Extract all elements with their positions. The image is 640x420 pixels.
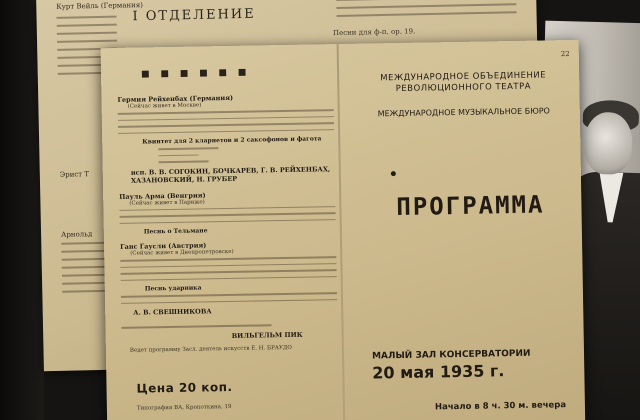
sheet-number-mark: 22 (560, 50, 570, 59)
composer-note: (Сейчас живет в Днепропетровске) (130, 248, 234, 257)
composer-bio-lines (119, 206, 335, 224)
ornament-dashes: ■ ■ ■ ■ ■ ■ (140, 67, 251, 80)
concert-date: 20 мая 1935 г. (372, 361, 505, 383)
start-time: Начало в 8 ч. 30 м. вечера (434, 400, 567, 413)
performers: А. В. СВЕШНИКОВА (133, 307, 212, 317)
photo-face (583, 112, 633, 175)
program-title: ПРОГРАММА (396, 190, 545, 222)
back-composer-mid: Эрист Т (59, 170, 90, 179)
printing-info: Типография ВА, Кропоткина, 19 (136, 403, 232, 412)
back-text-block-right (336, 0, 516, 23)
program-left-column (117, 74, 338, 354)
organization-name: МЕЖДУНАРОДНОЕ ОБЪЕДИНЕНИЕ РЕВОЛЮЦИОННОГО ТЕАТРА (380, 70, 547, 95)
decorative-dot (391, 171, 396, 176)
composer-name: Пауль Арма (Венгрия) (119, 190, 206, 201)
main-program-sheet (101, 40, 586, 420)
concert-venue: МАЛЫЙ ЗАЛ КОНСЕРВАТОРИИ (371, 348, 531, 362)
back-section-heading: I ОТДЕЛЕНИЕ (132, 6, 256, 25)
back-composer-low: Арнольд (61, 230, 93, 239)
composer-name: Ганс Гаусли (Австрия) (120, 241, 207, 251)
performers: исп. В. В. СОГОКИН, БОЧКАРЕВ, Г. В. РЕЙХЕНБАХ, ХАЗАНОВСКИЙ, Н. ГРУБЕР (130, 164, 331, 185)
ticket-price: Цена 20 коп. (136, 379, 233, 396)
movement-lines (158, 145, 334, 163)
back-composer-top: Курт Вейль (Германия) (56, 1, 144, 11)
work-title: Песнь о Тельмане (143, 227, 208, 236)
composer-bio-lines (120, 256, 336, 281)
intro-speaker: ВИЛЬГЕЛЬМ ПИК (231, 330, 303, 340)
work-title: Песнь ударника (144, 284, 202, 293)
sheet-fold (337, 44, 346, 420)
composer-note: (Сейчас живет в Москве) (127, 102, 202, 110)
composer-bio-lines (118, 109, 334, 134)
composer-name: Гермия Рейхенбах (Германия) (117, 93, 234, 104)
back-right-note: Песни для ф-п. op. 19. (332, 27, 416, 38)
composer-note: (Сейчас живет в Париже) (129, 198, 205, 207)
program-host: Ведет программу Засл. деятель искусств Е. Н. БРАУДО (129, 344, 292, 354)
work-title: Квинтет для 2 кларнетов и 2 саксофонов и фагота (142, 135, 322, 146)
ensemble-lines (121, 292, 337, 304)
department-name: МЕЖДУНАРОДНОЕ МУЗЫКАЛЬНОЕ БЮРО (377, 106, 550, 119)
